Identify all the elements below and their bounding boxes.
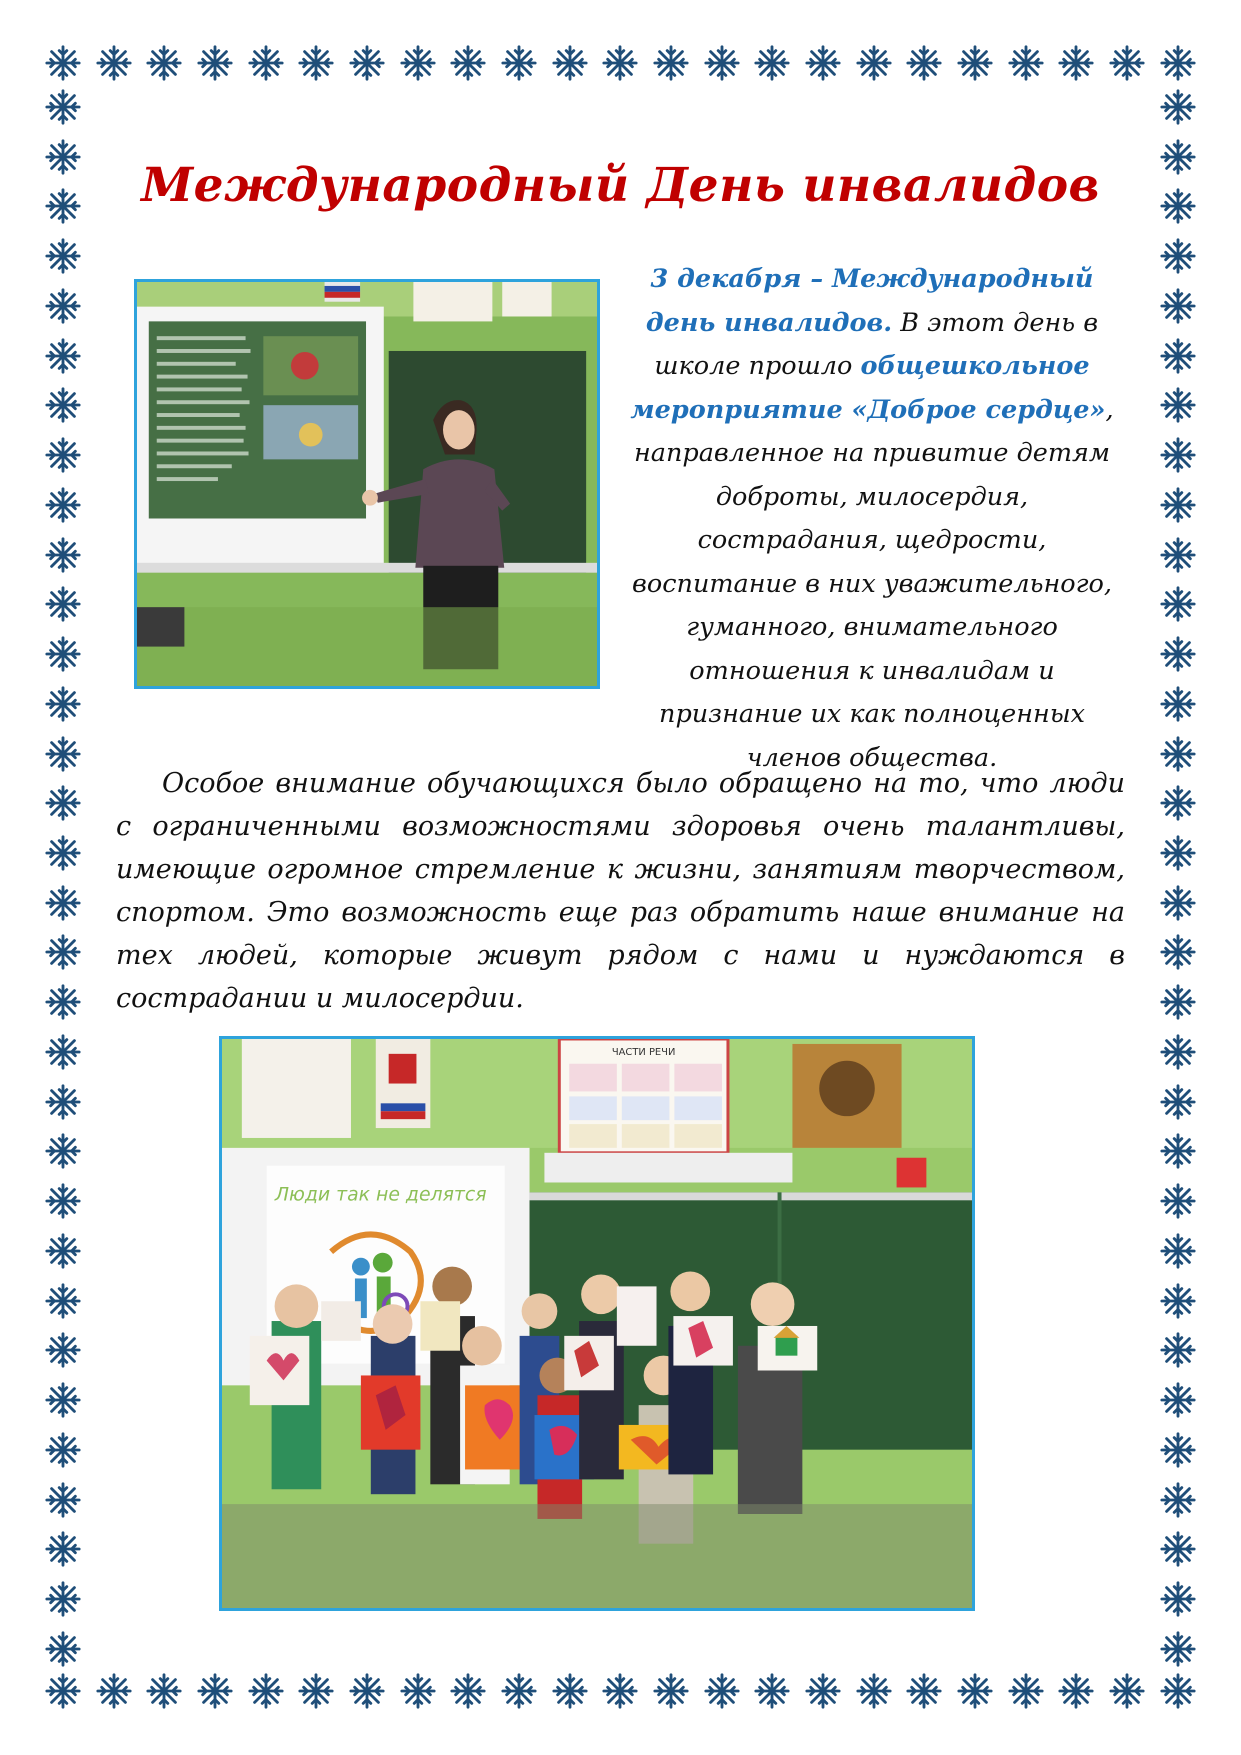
snowflake-icon: [44, 436, 82, 474]
snowflake-icon: [44, 237, 82, 275]
intro-text: [624, 258, 1120, 780]
snowflake-icon: [1159, 1182, 1197, 1220]
presentation-photo-image: [137, 282, 597, 686]
intro-event-highlight: общешкольное мероприятие «Доброе сердце»: [630, 351, 1106, 425]
snowflake-icon: [601, 1672, 639, 1710]
snowflake-icon: [1159, 1033, 1197, 1071]
snowflake-icon: [703, 44, 741, 82]
snowflake-icon: [44, 834, 82, 872]
snowflake-icon: [44, 138, 82, 176]
border-bottom: [44, 1672, 1197, 1710]
snowflake-icon: [804, 44, 842, 82]
snowflake-icon: [1159, 1381, 1197, 1419]
snowflake-icon: [1159, 436, 1197, 474]
snowflake-icon: [956, 44, 994, 82]
snowflake-icon: [1057, 44, 1095, 82]
snowflake-icon: [1159, 1132, 1197, 1170]
snowflake-icon: [1159, 834, 1197, 872]
snowflake-icon: [145, 44, 183, 82]
snowflake-icon: [44, 337, 82, 375]
snowflake-icon: [44, 1481, 82, 1519]
snowflake-icon: [905, 44, 943, 82]
snowflake-icon: [1159, 88, 1197, 126]
snowflake-icon: [449, 1672, 487, 1710]
snowflake-icon: [1159, 1481, 1197, 1519]
snowflake-icon: [601, 44, 639, 82]
snowflake-icon: [44, 685, 82, 723]
snowflake-icon: [44, 44, 82, 82]
snowflake-icon: [44, 1431, 82, 1469]
snowflake-icon: [1159, 44, 1197, 82]
snowflake-icon: [44, 287, 82, 325]
snowflake-icon: [44, 735, 82, 773]
snowflake-icon: [44, 1331, 82, 1369]
snowflake-icon: [44, 1232, 82, 1270]
snowflake-icon: [1007, 44, 1045, 82]
snowflake-icon: [1159, 337, 1197, 375]
snowflake-icon: [1159, 983, 1197, 1021]
snowflake-icon: [44, 187, 82, 225]
snowflake-icon: [44, 1672, 82, 1710]
snowflake-icon: [44, 983, 82, 1021]
snowflake-icon: [703, 1672, 741, 1710]
snowflake-icon: [1159, 187, 1197, 225]
snowflake-icon: [1159, 585, 1197, 623]
snowflake-icon: [44, 1033, 82, 1071]
snowflake-icon: [1108, 44, 1146, 82]
snowflake-icon: [1159, 884, 1197, 922]
snowflake-icon: [95, 1672, 133, 1710]
snowflake-icon: [500, 44, 538, 82]
snowflake-icon: [95, 44, 133, 82]
snowflake-icon: [247, 1672, 285, 1710]
intro-text-part-2: , направленное на привитие детям доброты, милосердия, сострадания, щедрости, воспитание в них уважительного, гуманного, внимательного отношения к инвалидам и признание их как полноценных членов общества.: [632, 394, 1114, 773]
snowflake-icon: [1159, 1580, 1197, 1618]
snowflake-icon: [1159, 287, 1197, 325]
snowflake-icon: [44, 933, 82, 971]
snowflake-icon: [399, 44, 437, 82]
snowflake-icon: [956, 1672, 994, 1710]
snowflake-icon: [348, 44, 386, 82]
snowflake-icon: [44, 1530, 82, 1568]
snowflake-icon: [44, 784, 82, 822]
snowflake-icon: [1159, 635, 1197, 673]
snowflake-icon: [44, 1381, 82, 1419]
border-top: [44, 44, 1197, 82]
snowflake-icon: [44, 1282, 82, 1320]
snowflake-icon: [44, 1083, 82, 1121]
snowflake-icon: [196, 1672, 234, 1710]
snowflake-icon: [44, 486, 82, 524]
snowflake-icon: [1159, 1672, 1197, 1710]
snowflake-icon: [44, 386, 82, 424]
snowflake-icon: [44, 1132, 82, 1170]
snowflake-icon: [551, 1672, 589, 1710]
snowflake-icon: [44, 1182, 82, 1220]
snowflake-icon: [449, 44, 487, 82]
photo-presentation: [134, 279, 600, 689]
snowflake-icon: [1007, 1672, 1045, 1710]
snowflake-icon: [1159, 237, 1197, 275]
snowflake-icon: [1159, 1630, 1197, 1668]
snowflake-icon: [804, 1672, 842, 1710]
body-paragraph: Особое внимание обучающихся было обращено на то, что люди с ограниченными возможностями здоровья очень талантливы, имеющие огромное стремление к жизни, занятиям творчеством, спортом. Это возможность еще раз обратить наше внимание на тех людей, которые живут рядом с нами и нуждаются в сострадании и милосердии.: [116, 768, 1125, 1014]
snowflake-icon: [1159, 1331, 1197, 1369]
poster-title: ЧАСТИ РЕЧИ: [611, 1046, 676, 1058]
border-right: [1159, 88, 1197, 1668]
intro-date-highlight: 3 декабря – Международный день инвалидов.: [645, 264, 1094, 338]
snowflake-icon: [145, 1672, 183, 1710]
snowflake-icon: [1159, 1530, 1197, 1568]
intro-text-part-1: В этот день в школе прошло: [654, 307, 1099, 381]
snowflake-icon: [44, 536, 82, 574]
snowflake-icon: [297, 44, 335, 82]
snowflake-icon: [399, 1672, 437, 1710]
snowflake-icon: [44, 1630, 82, 1668]
snowflake-icon: [247, 44, 285, 82]
snowflake-icon: [1057, 1672, 1095, 1710]
snowflake-icon: [905, 1672, 943, 1710]
snowflake-icon: [44, 585, 82, 623]
snowflake-icon: [1159, 1282, 1197, 1320]
snowflake-icon: [44, 88, 82, 126]
snowflake-icon: [551, 44, 589, 82]
snowflake-icon: [44, 884, 82, 922]
snowflake-icon: [1159, 138, 1197, 176]
snowflake-icon: [1159, 486, 1197, 524]
snowflake-icon: [855, 44, 893, 82]
snowflake-icon: [1159, 1431, 1197, 1469]
photo-group-children: [219, 1036, 975, 1611]
snowflake-icon: [1108, 1672, 1146, 1710]
snowflake-icon: [855, 1672, 893, 1710]
snowflake-icon: [1159, 1232, 1197, 1270]
snowflake-icon: [1159, 784, 1197, 822]
snowflake-icon: [652, 1672, 690, 1710]
snowflake-icon: [753, 1672, 791, 1710]
snowflake-icon: [348, 1672, 386, 1710]
snowflake-icon: [753, 44, 791, 82]
snowflake-icon: [1159, 685, 1197, 723]
group-photo-image: [222, 1039, 972, 1608]
snowflake-icon: [1159, 536, 1197, 574]
snowflake-icon: [297, 1672, 335, 1710]
slide-text: Люди так не делятся: [274, 1184, 487, 1206]
snowflake-icon: [196, 44, 234, 82]
snowflake-icon: [652, 44, 690, 82]
snowflake-icon: [1159, 1083, 1197, 1121]
snowflake-icon: [1159, 933, 1197, 971]
border-left: [44, 88, 82, 1668]
snowflake-icon: [44, 635, 82, 673]
snowflake-icon: [500, 1672, 538, 1710]
snowflake-icon: [1159, 386, 1197, 424]
page-title: Международный День инвалидов: [141, 158, 1100, 213]
snowflake-icon: [44, 1580, 82, 1618]
snowflake-icon: [1159, 735, 1197, 773]
